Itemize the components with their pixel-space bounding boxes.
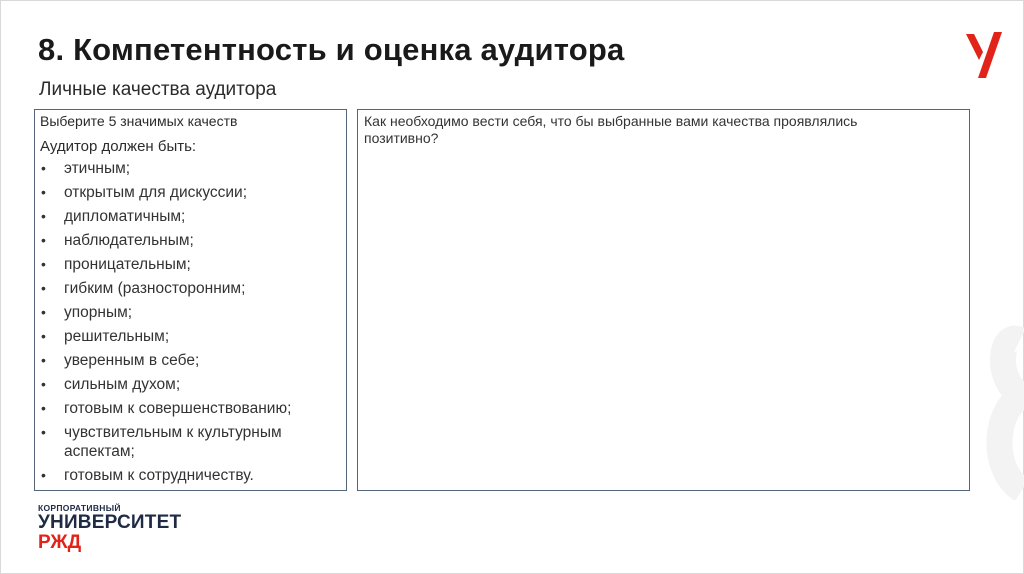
- quality-item: [40, 327, 341, 346]
- quality-item-label: этичным;: [64, 160, 131, 177]
- bullet-icon: •: [41, 376, 46, 392]
- logo-mark-icon: [966, 30, 1002, 78]
- quality-item: [40, 303, 341, 322]
- quality-item-label: готовым к совершенствованию;: [64, 400, 292, 417]
- bullet-icon: •: [41, 400, 46, 416]
- quality-item: [40, 351, 341, 370]
- quality-item-label: гибким (разносторонним;: [64, 280, 246, 297]
- quality-item: [40, 255, 341, 274]
- brand-line-university: УНИВЕРСИТЕТ: [38, 512, 182, 533]
- qualities-list: [40, 159, 341, 485]
- quality-item: [40, 466, 341, 485]
- quality-item: [40, 423, 341, 461]
- quality-item: [40, 159, 341, 178]
- quality-item-label: наблюдательным;: [64, 232, 194, 249]
- bullet-icon: •: [41, 352, 46, 368]
- bullet-icon: •: [41, 328, 46, 344]
- quality-item-label: упорным;: [64, 304, 133, 321]
- brand-logo: [38, 503, 181, 553]
- bullet-icon: •: [41, 424, 46, 440]
- quality-item-label: дипломатичным;: [64, 208, 186, 225]
- quality-item-label: сильным духом;: [64, 376, 181, 393]
- qualities-heading: Выберите 5 значимых качеств: [40, 113, 238, 129]
- quality-item-label: уверенным в себе;: [64, 352, 200, 369]
- brand-line-corporate: КОРПОРАТИВНЫЙ: [38, 503, 121, 513]
- qualities-box: [34, 109, 347, 491]
- bullet-icon: •: [41, 256, 46, 272]
- quality-item-label: чувствительным к культурным аспектам;: [64, 424, 282, 460]
- bullet-icon: •: [41, 280, 46, 296]
- bullet-icon: •: [41, 467, 46, 483]
- quality-item: [40, 231, 341, 250]
- bullet-icon: •: [41, 232, 46, 248]
- bullet-icon: •: [41, 304, 46, 320]
- quality-item: [40, 375, 341, 394]
- quality-item: [40, 183, 341, 202]
- answer-box[interactable]: [357, 109, 970, 491]
- question-text: Как необходимо вести себя, что бы выбранные вами качества проявлялись позитивно?: [364, 113, 858, 146]
- qualities-intro: Аудитор должен быть:: [40, 138, 197, 155]
- quality-item-label: решительным;: [64, 328, 170, 345]
- quality-item-label: готовым к сотрудничеству.: [64, 467, 254, 484]
- quality-item: [40, 279, 341, 298]
- bullet-icon: •: [41, 160, 46, 176]
- page-title: 8. Компетентность и оценка аудитора: [38, 32, 625, 67]
- page-subtitle: Личные качества аудитора: [39, 79, 277, 100]
- quality-item-label: открытым для дискуссии;: [64, 184, 248, 201]
- quality-item-label: проницательным;: [64, 256, 191, 273]
- brand-line-rzd: РЖД: [38, 532, 82, 553]
- bullet-icon: •: [41, 208, 46, 224]
- quality-item: [40, 207, 341, 226]
- bullet-icon: •: [41, 184, 46, 200]
- quality-item: [40, 399, 341, 418]
